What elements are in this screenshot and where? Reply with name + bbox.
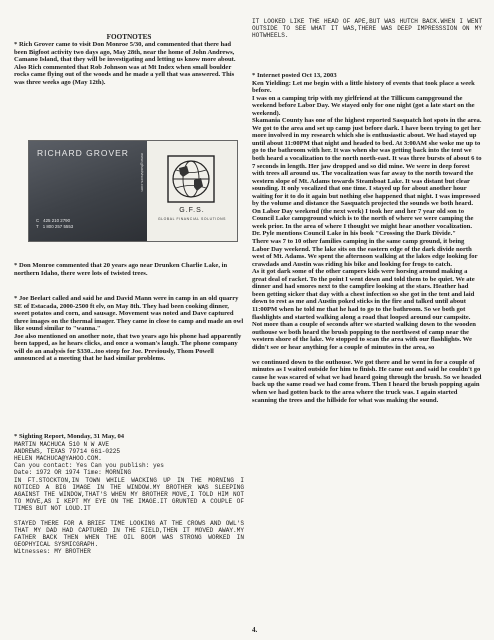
card-name: RICHARD GROVER <box>37 148 129 158</box>
sighting-intro: * Sighting Report, Monday, 31 May, 04 <box>14 433 125 440</box>
page-number: 4. <box>252 626 258 634</box>
footnotes-heading: FOOTNOTES <box>106 33 152 41</box>
sighting-body: IN FT.STOCKTON,IN TOWN WHILE WACKING UP IN THE MORNING I NOTICED A BIG IMAGE IN THE WINDOW.MY BROTHER WAS SLEEPING AGAINST THE WINDOW,THAT'S WHEN MY BROTHER MOVE,I TOLD HIM NOT TO MOVE,AS I KEPT MY EYE ON THE IMAGE.IT GRUNTED A COUPLE OF TIMES BUT NOT LOUD.IT STAYED THERE FOR A BRIEF TIME LOOKING AT THE CROWS AND OWL'S THAT MY DAD HAD CAPTURED IN THE FIELD,THEN IT MOVED AWAY.MY FATHER BACK THEN WHEN THE OIL BOOM WAS STRONG WORKED IN GEOPHYICAL SYSMICGRAPH. Witnesses: MY BROTHER <box>14 477 244 555</box>
card-logo-subtitle: GLOBAL FINANCIAL SOLUTIONS <box>157 217 227 221</box>
sighting-header: MARTIN MACHUCA 510 N W AVE ANDREWS, TEXAS 79714 661-0225 HELEN MACHUCA@YAHOO.COM. Can you contact: Yes Can you publish: yes Date: 1972 OR 1974 Time: MORNING <box>14 441 164 477</box>
globe-logo-icon <box>165 153 217 205</box>
business-card-image <box>28 140 238 242</box>
footnote-rich-grover: * Rich Grover came to visit Don Monroe 5/30, and commented that there had been Bigfoot activity two days ago, May 28th, near the home of John Andrews, Camano Island, that they will be investigating and letting us know more about. Also Rich commented that Rob Johnson was at Mt Index when small boulder rocks came flying out of the woods and he made a yell that was answered. This was three weeks ago (May 12th). <box>14 41 236 86</box>
card-light-panel <box>147 141 237 241</box>
card-phones <box>36 218 73 230</box>
card-phone: 1 800 257 5553 <box>42 224 74 229</box>
card-dark-panel <box>29 141 147 241</box>
card-phone-label: T <box>36 224 39 229</box>
sighting-continued: IT LOOKED LIKE THE HEAD OF APE,BUT WAS HUTCH BACK.WHEN I WENT OUTSIDE TO SEE WHAT IT WAS,THERE WAS DEEP IMPRESSSION ON MY HOTWHEELS. <box>252 18 482 40</box>
card-website: www.gfsadvisors.com <box>140 153 145 192</box>
card-logo-text: G.F.S. <box>179 207 205 214</box>
footnote-don-monroe: * Don Monroe commented that 20 years ago near Drunken Charlie Lake, in northern Idaho, there were lots of twisted trees. <box>14 262 228 277</box>
card-phone: 425 210 2790 <box>43 218 71 223</box>
card-phone-label: C <box>36 218 40 223</box>
internet-report: * Internet posted Oct 13, 2003 Ken Yielding: Let me begin with a little history of events that took place a week before. I was on a camping trip with my girlfriend at the Tillicum campground the weekend before Labor Day. We stayed only for one night (got a late start on the weekend). Skamania County has one of the highest reported Sasquatch hot spots in the area. We got to the area and set up camp just before dark. I have been trying to get her more involved in my research which she is enthusiastic about. We had stayed up until about 11:00PM that night and headed to bed. At 3:00AM she woke me up to go to the bathroom with her. It was when she was getting back into the tent we both heard a vocalization to the north north-east. It was three bursts of about 6 to 7 seconds in length. Her jaw dropped and so did mine. We were in deep forest with trees all around us. The vocalization was far away to the north toward the western slope of Mt. Adams towards Steamboat Lake. It was distant but clear sounding. It only vocalized that one time. I stayed up for about another hour waiting for it to do it again but nothing else happened that night. I was impressed by the volume and distance the Sasquatch projected the sounds we both heard. On Labor Day weekend (the next week) I took her and her 7 year old son to Council Lake campground which is to the north of where we were camping the week prior. In the area of where I thought we might hear another vocalization. Dr. Pyle mentions Council Lake in his book "Crossing the Dark Divide." There was 7 to 10 other families camping in the same camp ground, it being Labor Day weekend. The lake sits on the eastern edge of the dark divide north west of Mt. Adams. We spent the afternoon walking at the lakes edge looking for crawdads and Austin was riding his bike and looking for frogs to catch. As it got dark some of the other campers kids were horsing around making a great deal of racket. To the point I went down and told them to be quiet. We ate dinner and had smores next to the campfire looking at the stars. Heather had been getting sicker that day with a chest infection so she got in the tent and laid down to rest as me and Austin poked sticks in the fire and talked until about 11:00PM when he told me that he had to go to the bathroom. So we both got flashlights and started walking along a road that looped around our campsite. Not more than a couple of seconds after we started walking down to the wooden outhouse we both heard the brush popping to the northwest of camp near the western shore of the lake. We stopped to scan the area with our flashlights. We didn't see or hear anything for a couple of minutes in the area, so we continued down to the outhouse. We got there and he went in for a couple of minutes as I waited outside for him to finish. He came out and said he couldn't go cause he was scared of what we had heard going through the brush. So we headed back up the same road we had come from. Then I heard the brush popping again when we had gotten back to the area where the truck was. I again started scanning the trees and the hillside for what was making the sound. <box>252 72 482 404</box>
footnote-joe-beelart: * Joe Beelart called and said he and David Mann were in camp in an old quarry SE of Estacada, 2000-2500 ft elv, on May 8th. They had been cooking dinner, sweet potatos and corn, and sausage. Movement was noted and Dave captured three images on the thermal imager. They came in close to camp and made an owl like sound similar to "wanna." Joe also mentioned on another note, that two years ago his phone had apparently been tapped, as he hears clicks, and once a woman's laugh. The phone company will do an analysis for $330...too steep for Joe. Previously, Thom Powell announced at a meeting that he had similar problems. <box>14 295 244 363</box>
